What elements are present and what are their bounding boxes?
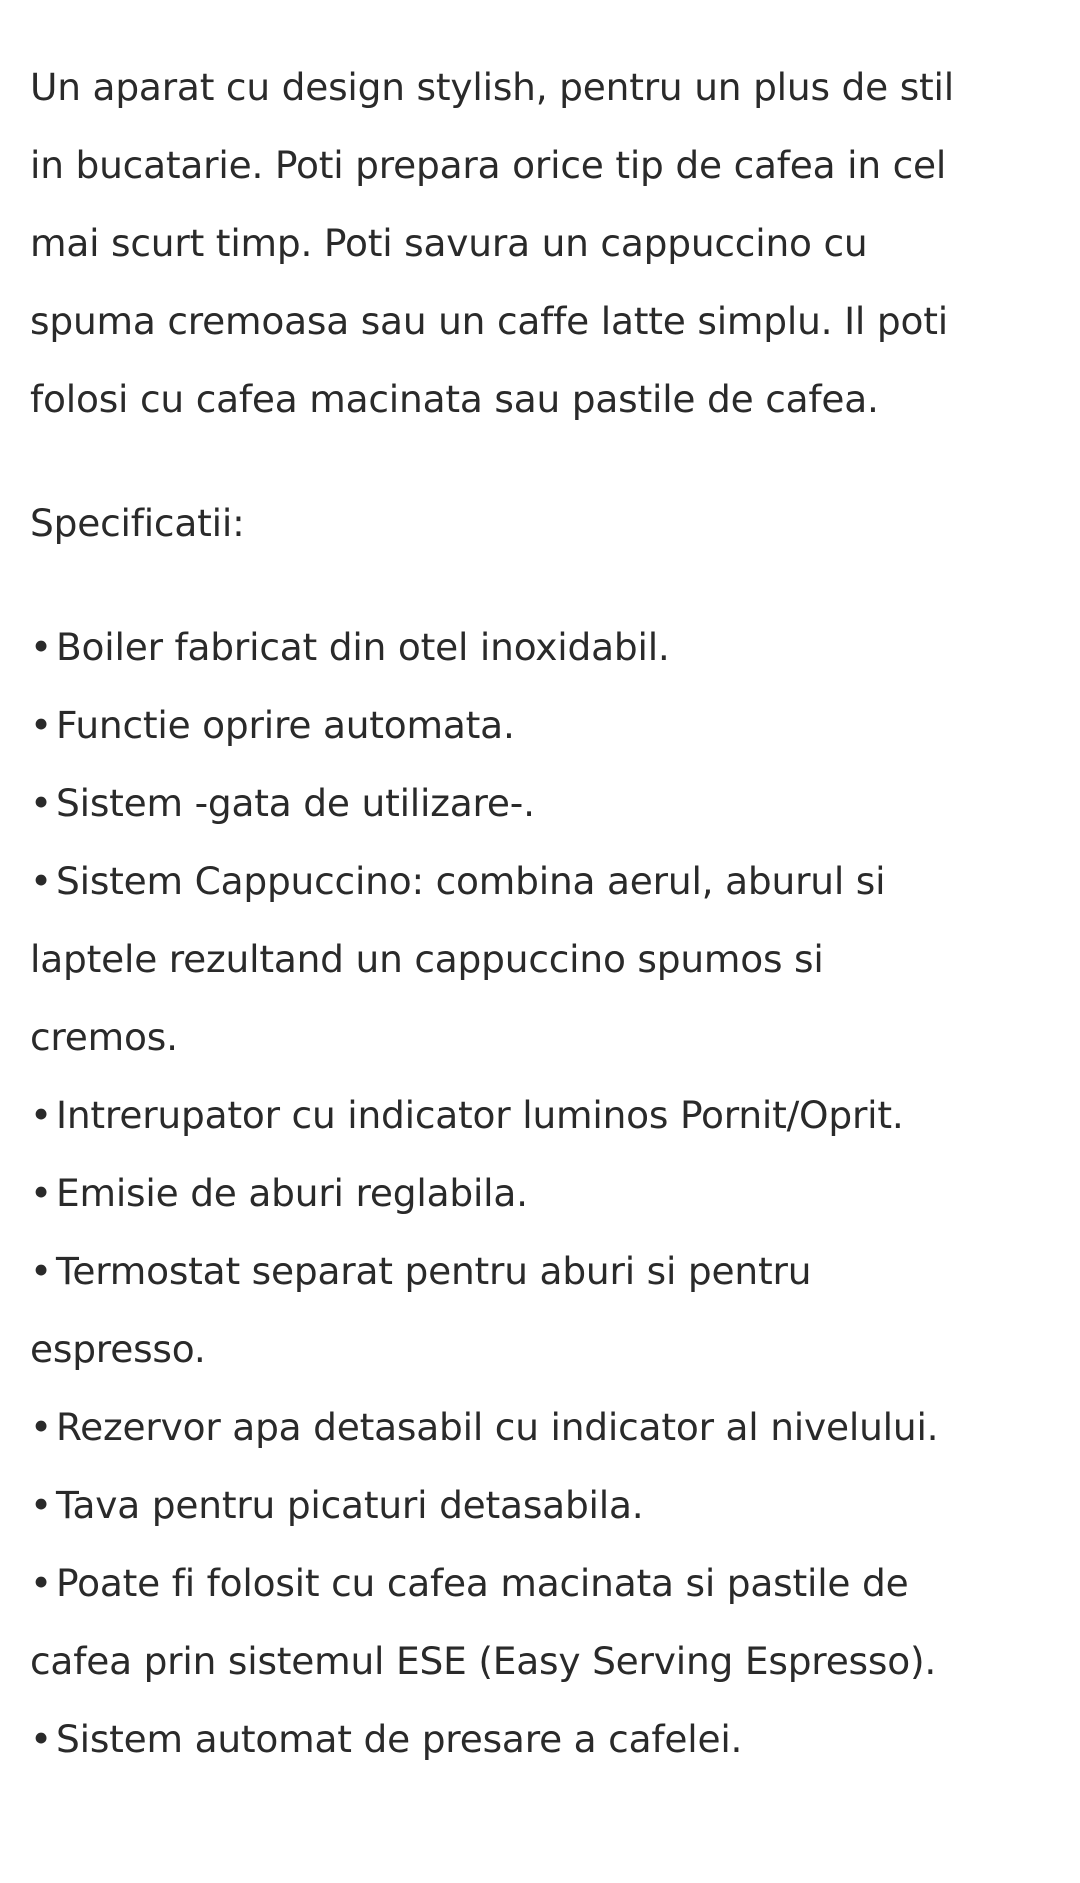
list-item-text: • Termostat separat pentru aburi si pentru (30, 1232, 1050, 1310)
list-item (30, 842, 1050, 1076)
list-item (30, 1232, 1050, 1388)
list-item-text: • Sistem automat de presare a cafelei. (30, 1700, 1050, 1778)
list-item (30, 764, 1050, 842)
intro-line: Un aparat cu design stylish, pentru un plus de stil (30, 65, 954, 109)
list-item-text: • Tava pentru picaturi detasabila. (30, 1466, 1050, 1544)
list-item-continuation: laptele rezultand un cappuccino spumos si (30, 937, 824, 981)
list-item-text: • Boiler fabricat din otel inoxidabil. (30, 608, 1050, 686)
list-item (30, 1388, 1050, 1466)
list-item-continuation: cremos. (30, 1015, 178, 1059)
specs-heading: Specificatii: (30, 501, 245, 545)
list-item-text: • Sistem Cappuccino: combina aerul, aburul si (30, 842, 1050, 920)
product-description (30, 48, 1050, 1778)
list-item-text: • Rezervor apa detasabil cu indicator al nivelului. (30, 1388, 1050, 1466)
list-item-text: • Poate fi folosit cu cafea macinata si pastile de (30, 1544, 1050, 1622)
intro-line: mai scurt timp. Poti savura un cappuccino cu (30, 221, 868, 265)
list-item-text: • Intrerupator cu indicator luminos Pornit/Oprit. (30, 1076, 1050, 1154)
list-item-continuation: cafea prin sistemul ESE (Easy Serving Espresso). (30, 1639, 937, 1683)
list-item-text: • Emisie de aburi reglabila. (30, 1154, 1050, 1232)
list-item-continuation: espresso. (30, 1327, 206, 1371)
intro-line: spuma cremoasa sau un caffe latte simplu. Il poti (30, 299, 948, 343)
list-item (30, 1700, 1050, 1778)
list-item (30, 1076, 1050, 1154)
list-item (30, 1154, 1050, 1232)
list-item (30, 608, 1050, 686)
specs-list (30, 608, 1050, 1778)
intro-line: folosi cu cafea macinata sau pastile de cafea. (30, 377, 879, 421)
list-item (30, 1466, 1050, 1544)
list-item-text: • Functie oprire automata. (30, 686, 1050, 764)
intro-paragraph (30, 48, 1050, 438)
intro-line: in bucatarie. Poti prepara orice tip de cafea in cel (30, 143, 947, 187)
list-item (30, 1544, 1050, 1700)
list-item (30, 686, 1050, 764)
list-item-text: • Sistem -gata de utilizare-. (30, 764, 1050, 842)
